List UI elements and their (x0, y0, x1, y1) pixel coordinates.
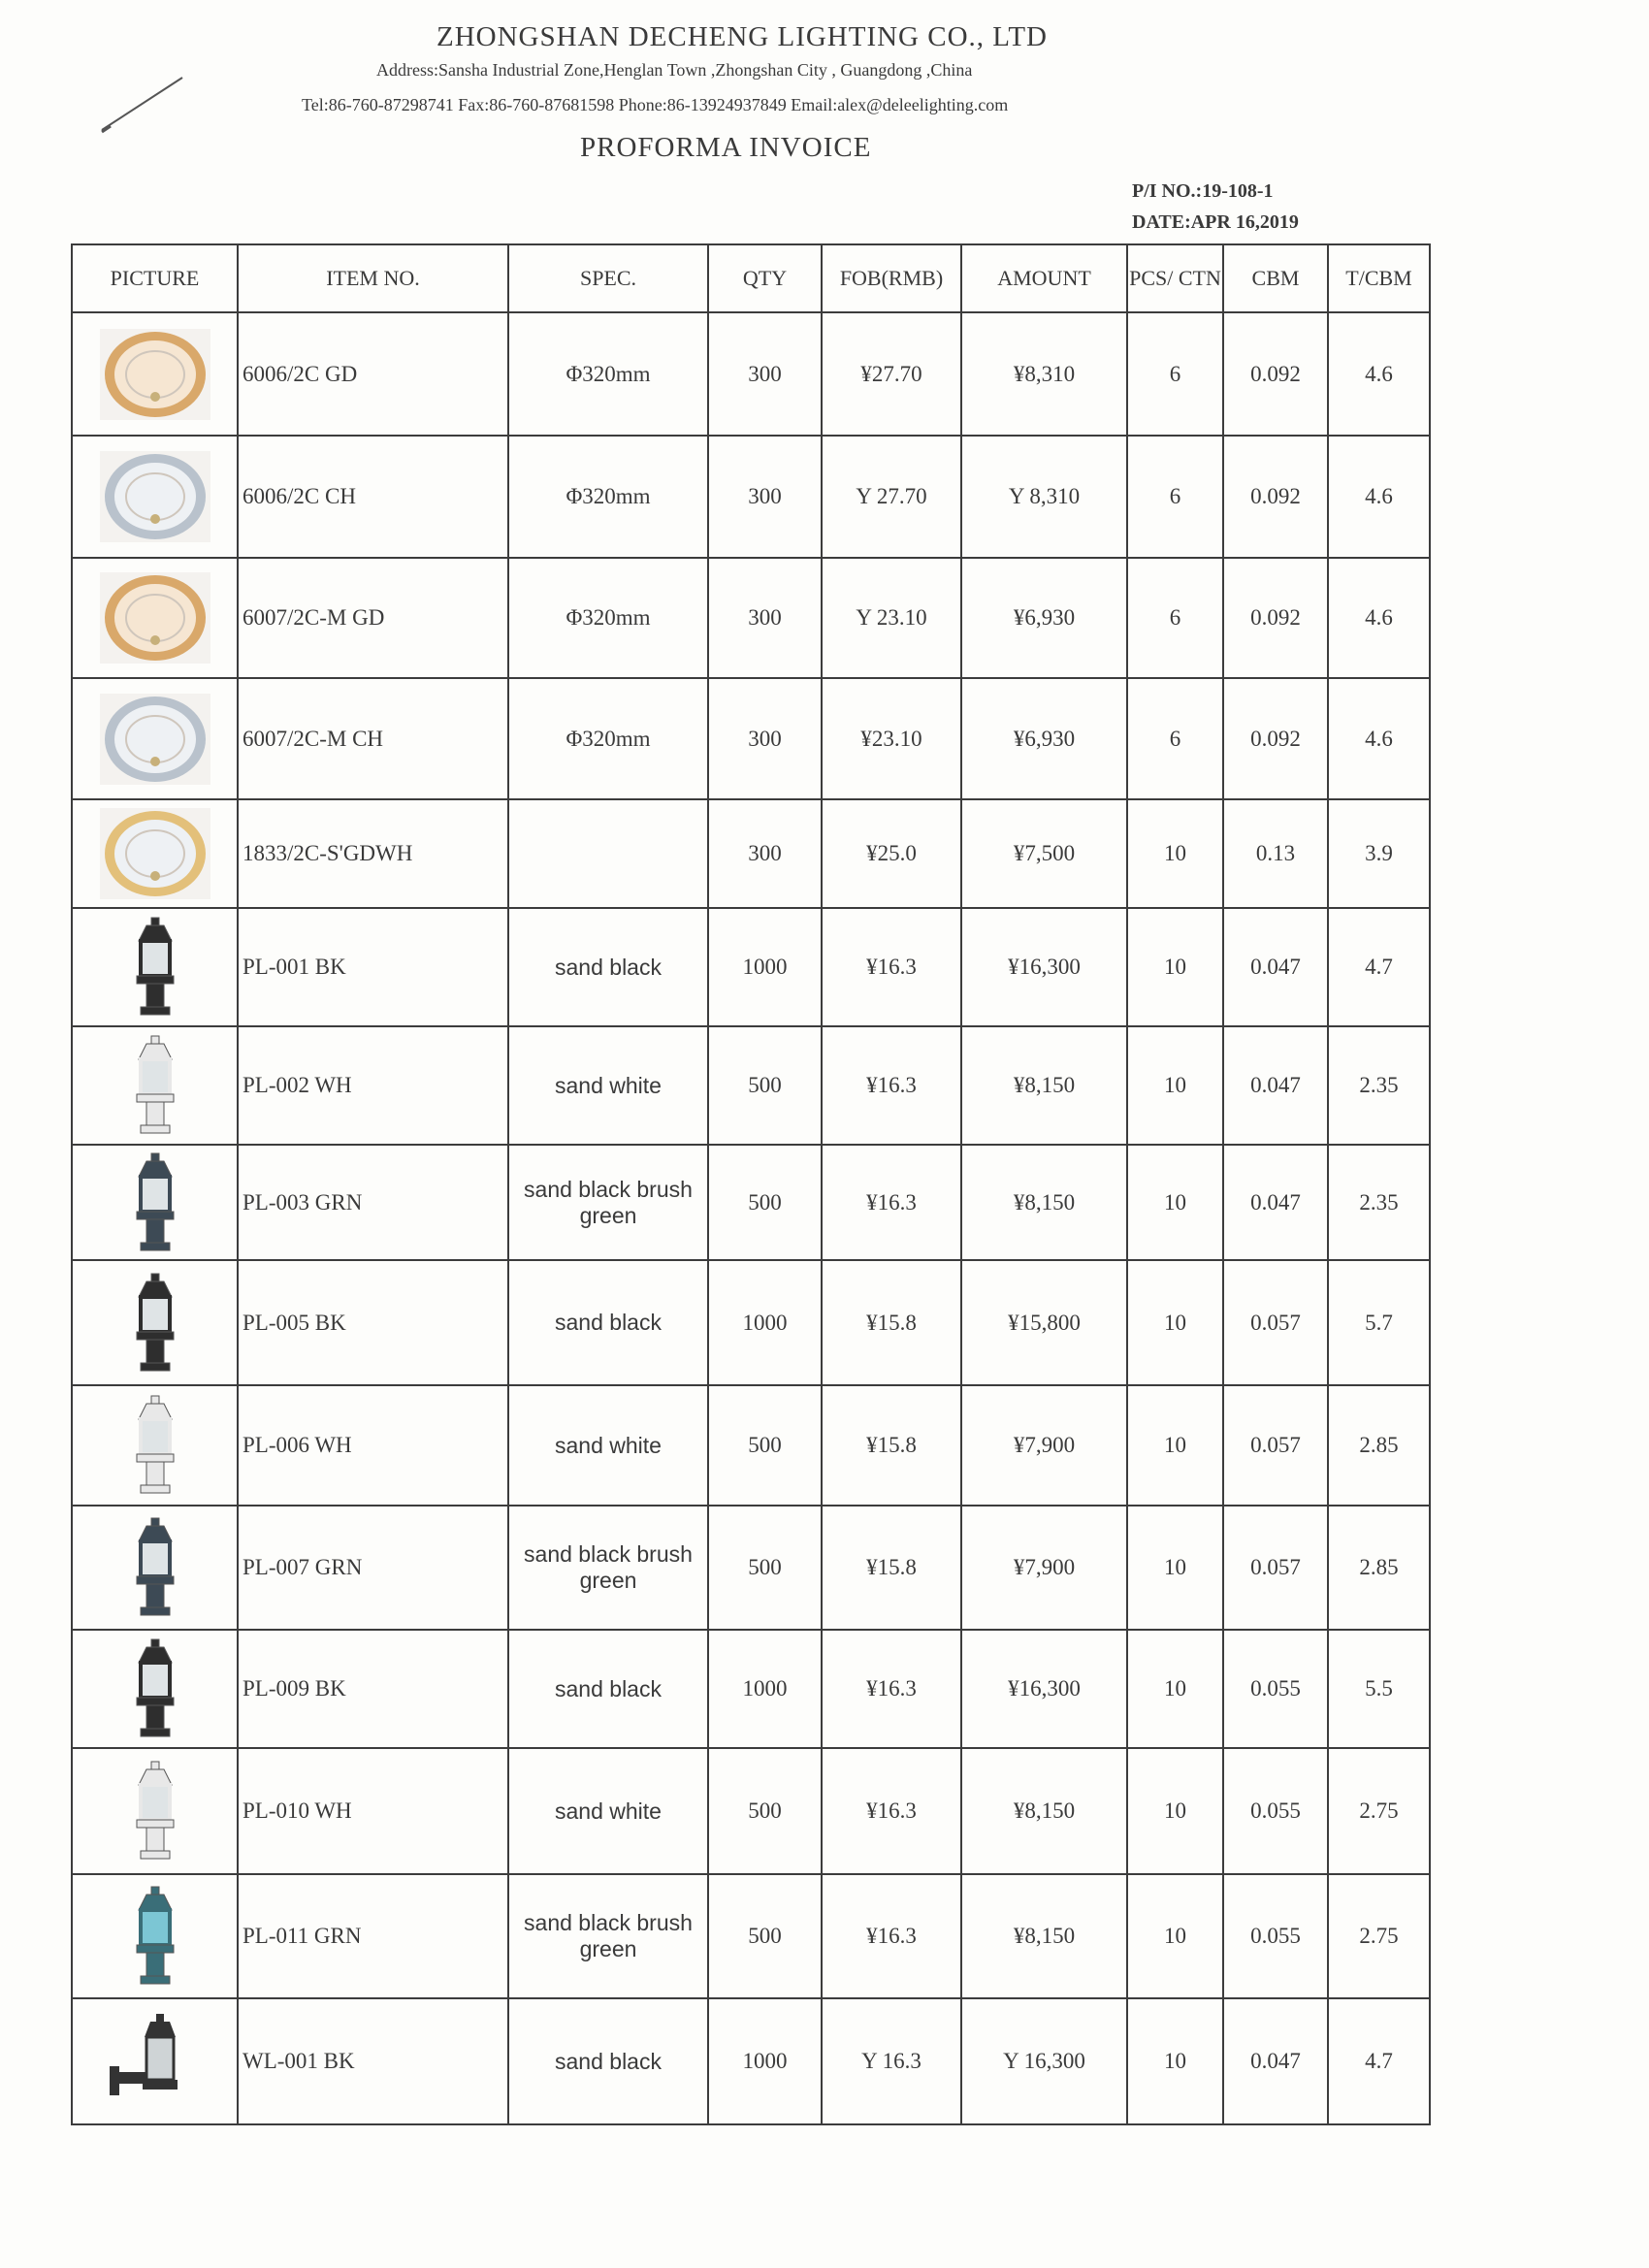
cell-amount: ¥16,300 (961, 908, 1127, 1026)
cell-item: 6007/2C-M CH (238, 678, 508, 799)
cell-spec: Φ320mm (508, 312, 708, 436)
cell-qty: 500 (708, 1145, 822, 1260)
table-row (72, 1748, 1430, 1874)
product-picture (72, 312, 238, 436)
cell-tcbm: 4.7 (1328, 908, 1430, 1026)
company-contact: Tel:86-760-87298741 Fax:86-760-87681598 Phone:86-13924937849 Email:alex@deleelighting.com (302, 95, 1009, 114)
post-lantern-green-icon (92, 1514, 218, 1621)
cell-fob: ¥23.10 (822, 678, 961, 799)
cell-amount: ¥8,150 (961, 1748, 1127, 1874)
cell-pcs: 10 (1127, 1748, 1223, 1874)
table-header-row (72, 244, 1430, 312)
table-row (72, 1385, 1430, 1506)
cell-pcs: 10 (1127, 1874, 1223, 1998)
cell-amount: ¥6,930 (961, 558, 1127, 678)
cell-amount: ¥8,150 (961, 1145, 1127, 1260)
cell-cbm: 0.057 (1223, 1260, 1328, 1385)
col-header-spec: SPEC. (508, 244, 708, 312)
ceiling-lamp-chrome-icon (92, 443, 218, 550)
cell-amount: ¥7,900 (961, 1385, 1127, 1506)
cell-qty: 1000 (708, 908, 822, 1026)
cell-qty: 300 (708, 678, 822, 799)
cell-tcbm: 5.5 (1328, 1630, 1430, 1748)
col-header-qty: QTY (708, 244, 822, 312)
cell-amount: ¥15,800 (961, 1260, 1127, 1385)
product-picture (72, 1998, 238, 2124)
cell-fob: ¥15.8 (822, 1260, 961, 1385)
cell-item: PL-001 BK (238, 908, 508, 1026)
cell-amount: ¥8,150 (961, 1874, 1127, 1998)
cell-cbm: 0.047 (1223, 1026, 1328, 1145)
product-picture (72, 1748, 238, 1874)
cell-pcs: 6 (1127, 678, 1223, 799)
cell-cbm: 0.13 (1223, 799, 1328, 908)
product-picture (72, 1026, 238, 1145)
ceiling-lamp-gold-icon (92, 565, 218, 671)
cell-tcbm: 2.85 (1328, 1506, 1430, 1630)
cell-pcs: 10 (1127, 1026, 1223, 1145)
cell-spec: Φ320mm (508, 558, 708, 678)
cell-tcbm: 2.85 (1328, 1385, 1430, 1506)
cell-fob: ¥15.8 (822, 1385, 961, 1506)
cell-qty: 500 (708, 1385, 822, 1506)
cell-amount: ¥8,150 (961, 1026, 1127, 1145)
cell-qty: 1000 (708, 1998, 822, 2124)
col-header-pcs: PCS/ CTN (1127, 244, 1223, 312)
cell-pcs: 10 (1127, 1145, 1223, 1260)
table-row (72, 1260, 1430, 1385)
cell-cbm: 0.055 (1223, 1874, 1328, 1998)
cell-fob: ¥27.70 (822, 312, 961, 436)
table-row (72, 1506, 1430, 1630)
cell-spec: sand black brush green (508, 1145, 708, 1260)
cell-qty: 300 (708, 312, 822, 436)
table-row (72, 1026, 1430, 1145)
cell-qty: 500 (708, 1026, 822, 1145)
col-header-cbm: CBM (1223, 244, 1328, 312)
cell-qty: 500 (708, 1506, 822, 1630)
post-lantern-black-icon (92, 1270, 218, 1377)
table-row (72, 436, 1430, 558)
cell-item: 6006/2C GD (238, 312, 508, 436)
cell-qty: 300 (708, 436, 822, 558)
cell-amount: ¥16,300 (961, 1630, 1127, 1748)
cell-fob: ¥16.3 (822, 1874, 961, 1998)
company-address: Address:Sansha Industrial Zone,Henglan Town ,Zhongshan City , Guangdong ,China (376, 60, 973, 80)
ceiling-lamp-round-icon (92, 800, 218, 907)
post-lantern-white-icon (92, 1032, 218, 1139)
cell-fob: ¥16.3 (822, 1630, 961, 1748)
product-picture (72, 678, 238, 799)
table-row (72, 1630, 1430, 1748)
cell-cbm: 0.047 (1223, 1998, 1328, 2124)
cell-amount: ¥7,900 (961, 1506, 1127, 1630)
cell-tcbm: 4.6 (1328, 678, 1430, 799)
cell-item: PL-002 WH (238, 1026, 508, 1145)
product-picture (72, 908, 238, 1026)
cell-tcbm: 4.6 (1328, 558, 1430, 678)
cell-spec: sand black (508, 1998, 708, 2124)
cell-item: PL-010 WH (238, 1748, 508, 1874)
cell-qty: 500 (708, 1874, 822, 1998)
cell-cbm: 0.055 (1223, 1630, 1328, 1748)
cell-pcs: 10 (1127, 1998, 1223, 2124)
cell-spec: sand black (508, 908, 708, 1026)
cell-pcs: 10 (1127, 1506, 1223, 1630)
product-picture (72, 1260, 238, 1385)
cell-cbm: 0.055 (1223, 1748, 1328, 1874)
cell-amount: Y 16,300 (961, 1998, 1127, 2124)
cell-fob: ¥15.8 (822, 1506, 961, 1630)
cell-cbm: 0.092 (1223, 312, 1328, 436)
cell-cbm: 0.092 (1223, 436, 1328, 558)
table-row (72, 1145, 1430, 1260)
product-picture (72, 1630, 238, 1748)
invoice-table (71, 243, 1431, 2125)
cell-tcbm: 4.6 (1328, 312, 1430, 436)
col-header-tcbm: T/CBM (1328, 244, 1430, 312)
table-row (72, 908, 1430, 1026)
cell-item: 1833/2C-S'GDWH (238, 799, 508, 908)
cell-pcs: 6 (1127, 436, 1223, 558)
col-header-picture: PICTURE (72, 244, 238, 312)
cell-item: 6007/2C-M GD (238, 558, 508, 678)
cell-pcs: 6 (1127, 312, 1223, 436)
cell-item: PL-005 BK (238, 1260, 508, 1385)
cell-spec: sand white (508, 1748, 708, 1874)
cell-spec: sand black (508, 1260, 708, 1385)
table-row (72, 1874, 1430, 1998)
ceiling-lamp-chrome-icon (92, 686, 218, 793)
cell-pcs: 6 (1127, 558, 1223, 678)
pi-number: P/I NO.:19-108-1 (1132, 180, 1274, 202)
product-picture (72, 1874, 238, 1998)
post-lantern-black-icon (92, 914, 218, 1021)
cell-fob: ¥16.3 (822, 1748, 961, 1874)
cell-pcs: 10 (1127, 1630, 1223, 1748)
wall-lantern-black-icon (92, 2008, 218, 2115)
company-name: ZHONGSHAN DECHENG LIGHTING CO., LTD (436, 21, 1048, 52)
cell-cbm: 0.047 (1223, 908, 1328, 1026)
cell-tcbm: 5.7 (1328, 1260, 1430, 1385)
cell-spec: sand white (508, 1026, 708, 1145)
cell-spec (508, 799, 708, 908)
cell-fob: Y 23.10 (822, 558, 961, 678)
cell-pcs: 10 (1127, 1260, 1223, 1385)
cell-pcs: 10 (1127, 908, 1223, 1026)
pen-stroke-mark (97, 70, 194, 138)
cell-item: PL-009 BK (238, 1630, 508, 1748)
cell-spec: sand black (508, 1630, 708, 1748)
col-header-item: ITEM NO. (238, 244, 508, 312)
cell-spec: sand black brush green (508, 1506, 708, 1630)
table-row (72, 1998, 1430, 2124)
cell-fob: Y 16.3 (822, 1998, 961, 2124)
cell-item: PL-011 GRN (238, 1874, 508, 1998)
cell-fob: ¥25.0 (822, 799, 961, 908)
cell-tcbm: 2.75 (1328, 1748, 1430, 1874)
cell-cbm: 0.057 (1223, 1385, 1328, 1506)
cell-item: PL-006 WH (238, 1385, 508, 1506)
ceiling-lamp-gold-icon (92, 321, 218, 428)
cell-fob: ¥16.3 (822, 908, 961, 1026)
product-picture (72, 799, 238, 908)
cell-cbm: 0.047 (1223, 1145, 1328, 1260)
cell-tcbm: 2.35 (1328, 1145, 1430, 1260)
cell-spec: Φ320mm (508, 436, 708, 558)
cell-cbm: 0.092 (1223, 558, 1328, 678)
cell-tcbm: 2.75 (1328, 1874, 1430, 1998)
post-lantern-teal-icon (92, 1883, 218, 1990)
cell-spec: sand black brush green (508, 1874, 708, 1998)
cell-qty: 300 (708, 558, 822, 678)
product-picture (72, 436, 238, 558)
table-row (72, 312, 1430, 436)
table-row (72, 799, 1430, 908)
product-picture (72, 1506, 238, 1630)
cell-spec: Φ320mm (508, 678, 708, 799)
post-lantern-black-icon (92, 1636, 218, 1742)
cell-item: WL-001 BK (238, 1998, 508, 2124)
cell-qty: 1000 (708, 1260, 822, 1385)
post-lantern-white-icon (92, 1758, 218, 1864)
table-row (72, 678, 1430, 799)
cell-fob: ¥16.3 (822, 1145, 961, 1260)
post-lantern-white-icon (92, 1392, 218, 1499)
cell-amount: ¥6,930 (961, 678, 1127, 799)
table-row (72, 558, 1430, 678)
cell-fob: ¥16.3 (822, 1026, 961, 1145)
invoice-date: DATE:APR 16,2019 (1132, 211, 1299, 233)
product-picture (72, 558, 238, 678)
document-title: PROFORMA INVOICE (580, 132, 872, 163)
product-picture (72, 1385, 238, 1506)
cell-amount: ¥7,500 (961, 799, 1127, 908)
cell-qty: 300 (708, 799, 822, 908)
cell-cbm: 0.057 (1223, 1506, 1328, 1630)
cell-item: PL-007 GRN (238, 1506, 508, 1630)
col-header-amount: AMOUNT (961, 244, 1127, 312)
cell-tcbm: 3.9 (1328, 799, 1430, 908)
cell-qty: 1000 (708, 1630, 822, 1748)
cell-tcbm: 4.6 (1328, 436, 1430, 558)
cell-pcs: 10 (1127, 1385, 1223, 1506)
cell-spec: sand white (508, 1385, 708, 1506)
cell-amount: Y 8,310 (961, 436, 1127, 558)
cell-tcbm: 2.35 (1328, 1026, 1430, 1145)
cell-cbm: 0.092 (1223, 678, 1328, 799)
cell-pcs: 10 (1127, 799, 1223, 908)
cell-item: PL-003 GRN (238, 1145, 508, 1260)
product-picture (72, 1145, 238, 1260)
cell-tcbm: 4.7 (1328, 1998, 1430, 2124)
col-header-fob: FOB(RMB) (822, 244, 961, 312)
cell-fob: Y 27.70 (822, 436, 961, 558)
cell-amount: ¥8,310 (961, 312, 1127, 436)
cell-item: 6006/2C CH (238, 436, 508, 558)
cell-qty: 500 (708, 1748, 822, 1874)
post-lantern-green-icon (92, 1150, 218, 1256)
